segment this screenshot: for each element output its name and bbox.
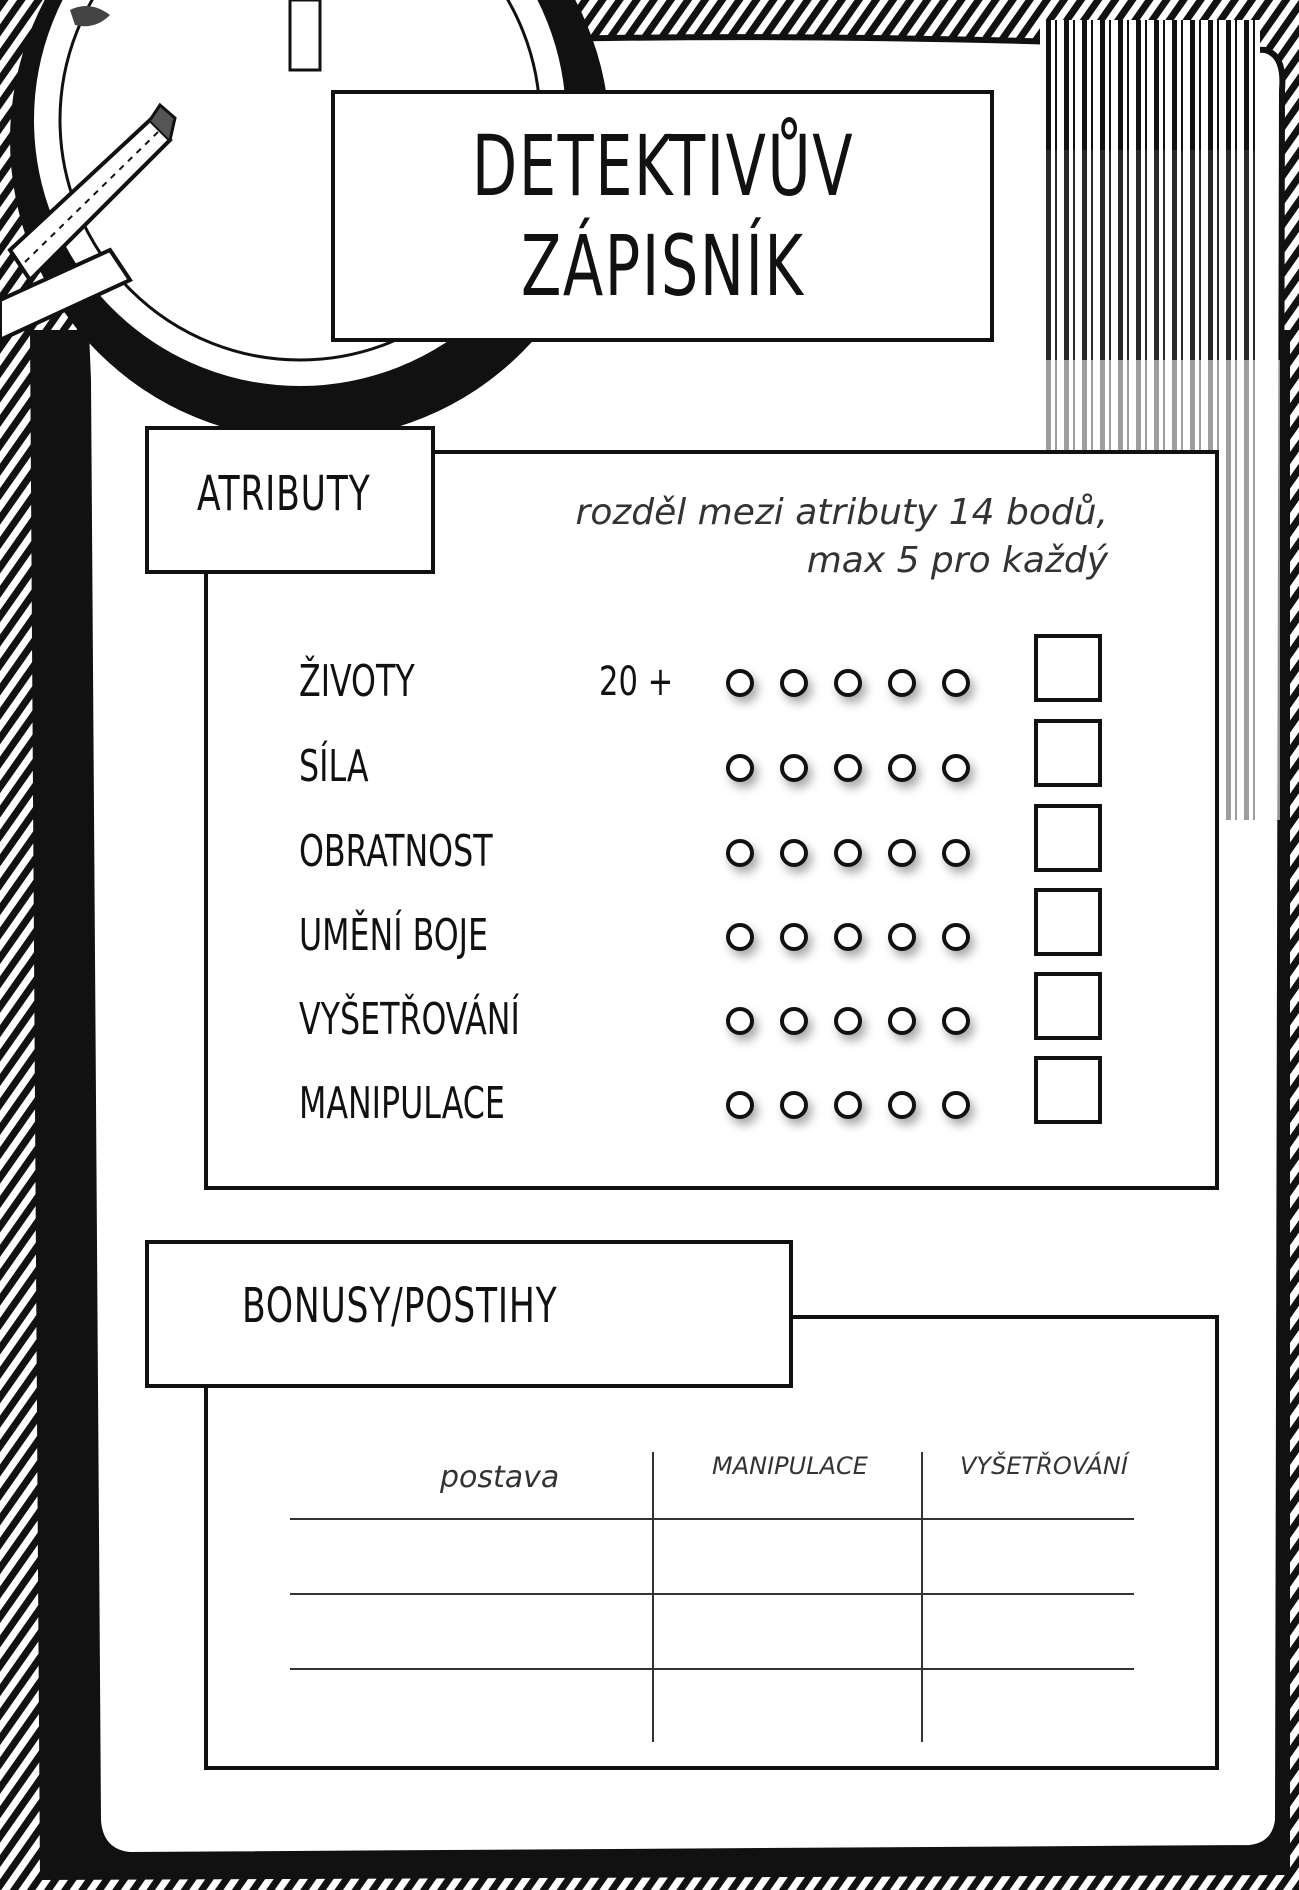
attribute-row <box>299 652 1119 712</box>
attribute-row <box>299 1074 1119 1134</box>
point-circle[interactable] <box>888 923 916 951</box>
point-circle[interactable] <box>780 669 808 697</box>
attribute-row <box>299 822 1119 882</box>
title-line-1: DETEKTIVŮV <box>471 117 854 215</box>
column-header-postava: postava <box>440 1460 560 1495</box>
title-line-2: ZÁPISNÍK <box>520 217 805 315</box>
point-circle[interactable] <box>942 839 970 867</box>
attribute-label: OBRATNOST <box>299 826 493 877</box>
table-row[interactable] <box>290 1520 1134 1592</box>
point-circle[interactable] <box>834 1007 862 1035</box>
point-circle[interactable] <box>780 923 808 951</box>
point-circle[interactable] <box>726 923 754 951</box>
point-circle[interactable] <box>780 1091 808 1119</box>
point-circle[interactable] <box>888 839 916 867</box>
point-circle[interactable] <box>780 1007 808 1035</box>
point-circle[interactable] <box>888 1007 916 1035</box>
point-circle[interactable] <box>726 669 754 697</box>
point-circle[interactable] <box>726 754 754 782</box>
bonuses-heading: BONUSY/POSTIHY <box>242 1278 558 1334</box>
attribute-base-value: 20 + <box>599 659 674 705</box>
table-row[interactable] <box>290 1595 1134 1667</box>
point-circle[interactable] <box>942 754 970 782</box>
point-circle[interactable] <box>780 754 808 782</box>
attribute-total-box[interactable] <box>1034 888 1102 956</box>
title-box <box>331 90 994 342</box>
point-circle[interactable] <box>726 1091 754 1119</box>
attribute-label: UMĚNÍ BOJE <box>299 910 488 961</box>
attributes-heading: ATRIBUTY <box>197 466 371 522</box>
column-header-vysetrovani: VYŠETŘOVÁNÍ <box>960 1452 1128 1480</box>
attributes-note-line-2: max 5 pro každý <box>806 540 1108 581</box>
point-circle[interactable] <box>834 923 862 951</box>
point-circle[interactable] <box>834 839 862 867</box>
point-circle[interactable] <box>726 1007 754 1035</box>
point-circle[interactable] <box>942 923 970 951</box>
table-row[interactable] <box>290 1670 1134 1742</box>
attribute-label: SÍLA <box>299 741 369 792</box>
attribute-total-box[interactable] <box>1034 634 1102 702</box>
point-circle[interactable] <box>834 754 862 782</box>
point-circle[interactable] <box>834 1091 862 1119</box>
attribute-row <box>299 990 1119 1050</box>
point-circle[interactable] <box>888 669 916 697</box>
attribute-row <box>299 737 1119 797</box>
attribute-total-box[interactable] <box>1034 1056 1102 1124</box>
attribute-label: VYŠETŘOVÁNÍ <box>299 994 520 1045</box>
attribute-label: MANIPULACE <box>299 1078 505 1129</box>
attribute-total-box[interactable] <box>1034 804 1102 872</box>
point-circle[interactable] <box>726 839 754 867</box>
point-circle[interactable] <box>834 669 862 697</box>
point-circle[interactable] <box>780 839 808 867</box>
attribute-label: ŽIVOTY <box>299 656 415 707</box>
point-circle[interactable] <box>888 754 916 782</box>
point-circle[interactable] <box>942 669 970 697</box>
column-header-manipulace: MANIPULACE <box>712 1452 868 1480</box>
point-circle[interactable] <box>888 1091 916 1119</box>
point-circle[interactable] <box>942 1007 970 1035</box>
attribute-total-box[interactable] <box>1034 972 1102 1040</box>
attribute-row <box>299 906 1119 966</box>
attributes-note-line-1: rozděl mezi atributy 14 bodů, <box>575 492 1108 533</box>
attribute-total-box[interactable] <box>1034 719 1102 787</box>
point-circle[interactable] <box>942 1091 970 1119</box>
